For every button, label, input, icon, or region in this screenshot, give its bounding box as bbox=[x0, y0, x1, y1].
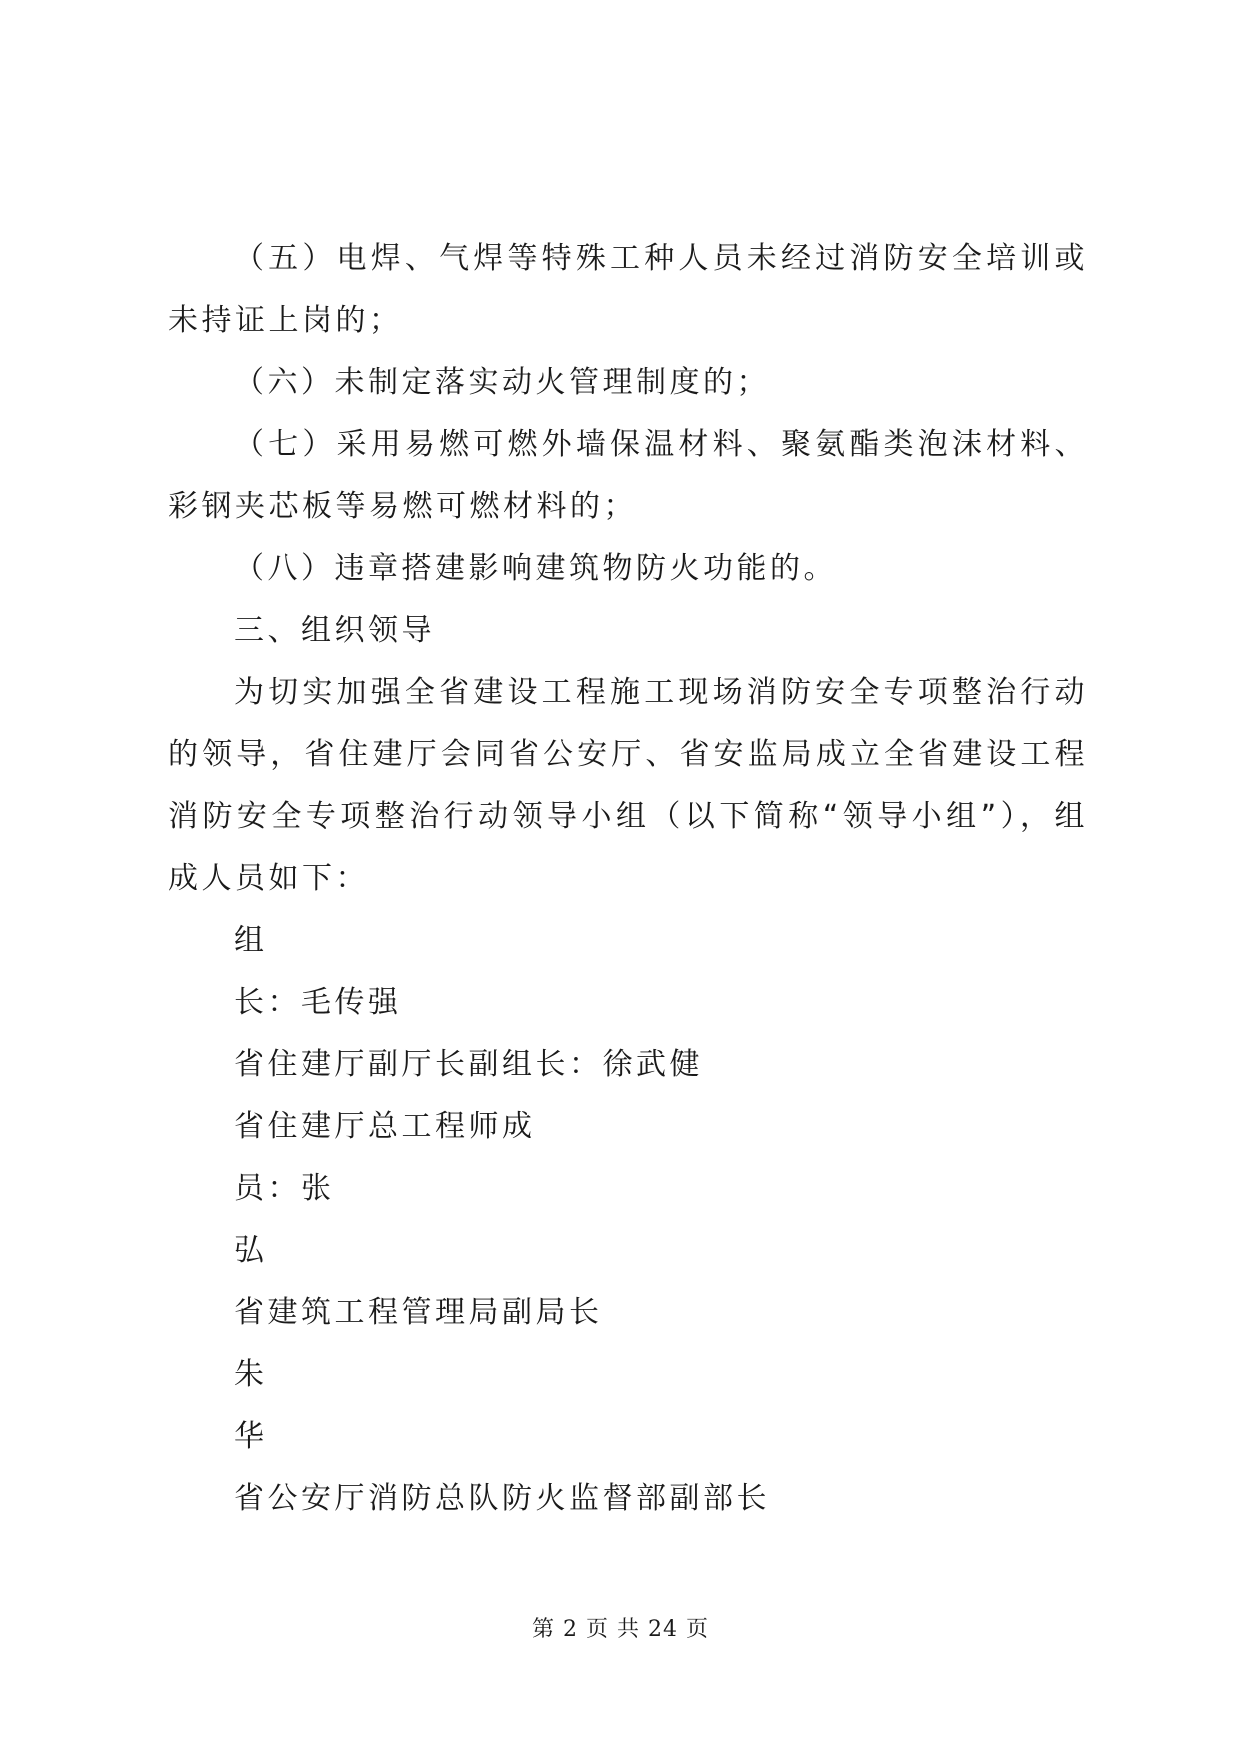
member-line: 华 bbox=[234, 1419, 268, 1454]
paragraph-intro: 为切实加强全省建设工程施工现场消防安全专项整治行动的领导，省住建厅会同省公安厅、省安监局成立全省建设工程消防安全专项整治行动领导小组（以下简称“领导小组”），组成人员如下： bbox=[168, 675, 1088, 896]
member-line: 省住建厅副厅长副组长：徐武健 bbox=[234, 1047, 703, 1082]
paragraph-item-5: （五）电焊、气焊等特殊工种人员未经过消防安全培训或未持证上岗的； bbox=[168, 241, 1088, 338]
paragraph-item-6: （六）未制定落实动火管理制度的； bbox=[234, 365, 770, 400]
member-line: 组 bbox=[234, 923, 268, 958]
member-line: 长：毛传强 bbox=[234, 985, 402, 1020]
section-heading: 三、组织领导 bbox=[234, 613, 435, 648]
paragraph-item-8: （八）违章搭建影响建筑物防火功能的。 bbox=[234, 551, 837, 586]
member-line: 省公安厅消防总队防火监督部副部长 bbox=[234, 1481, 770, 1516]
paragraph-item-7: （七）采用易燃可燃外墙保温材料、聚氨酯类泡沫材料、彩钢夹芯板等易燃可燃材料的； bbox=[168, 427, 1088, 524]
member-line: 朱 bbox=[234, 1357, 268, 1392]
member-line: 省建筑工程管理局副局长 bbox=[234, 1295, 603, 1330]
document-body bbox=[168, 228, 1088, 1530]
page-footer: 第 2 页 共 24 页 bbox=[532, 1617, 709, 1642]
member-line: 弘 bbox=[234, 1233, 268, 1268]
member-line: 员：张 bbox=[234, 1171, 335, 1206]
member-line: 省住建厅总工程师成 bbox=[234, 1109, 536, 1144]
